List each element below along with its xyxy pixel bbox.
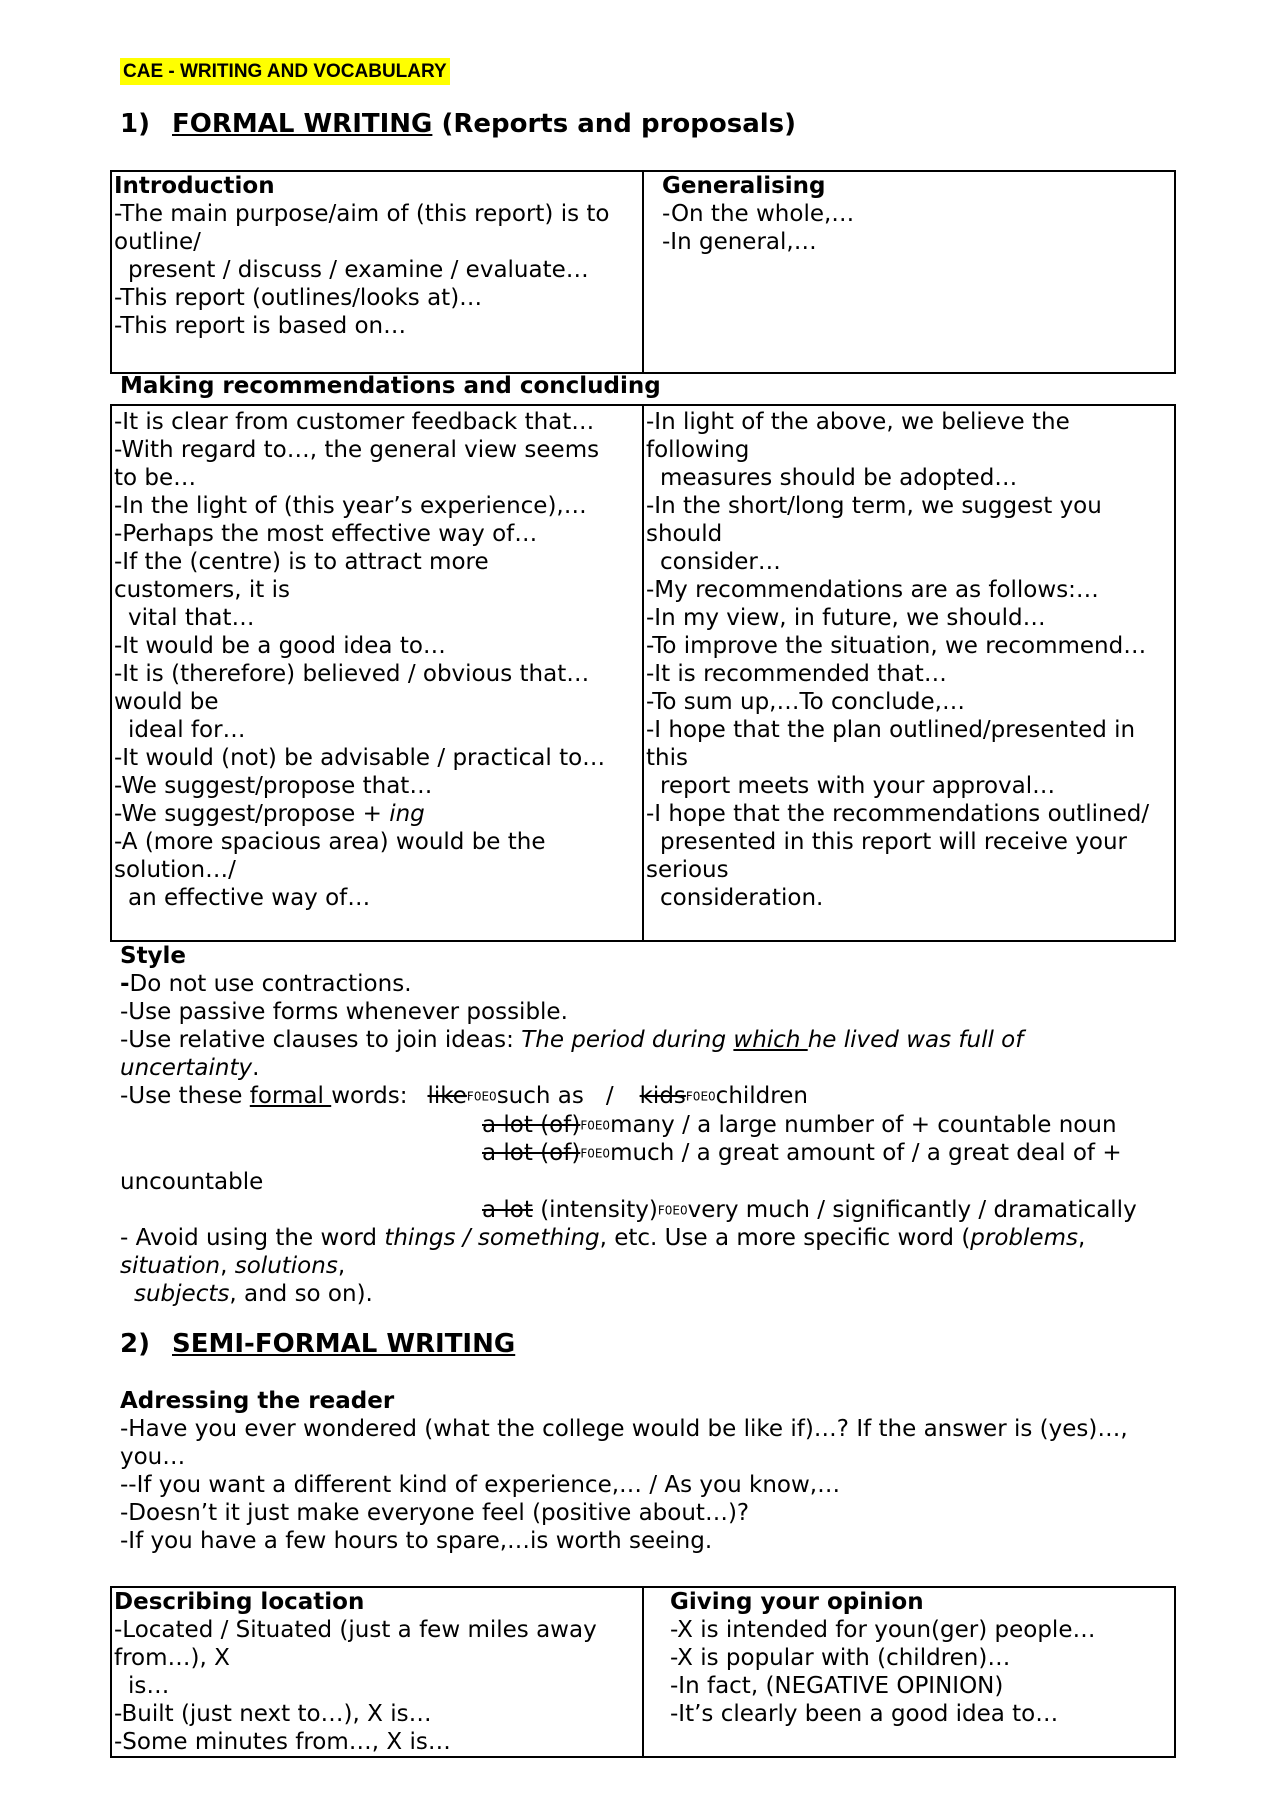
location-cell <box>111 1587 643 1757</box>
style-line <box>120 970 1180 998</box>
opinion-line: -In fact, (NEGATIVE OPINION) <box>670 1673 1004 1699</box>
style-text: . <box>252 1055 260 1081</box>
style-example: solutions <box>234 1253 338 1279</box>
formal-words-line <box>120 1139 1180 1168</box>
addressing-line: you… <box>120 1444 186 1470</box>
style-text: , <box>220 1253 235 1279</box>
style-example: uncertainty <box>120 1055 253 1081</box>
avoid-line <box>120 1280 1180 1308</box>
recommend-ing-prefix: -We suggest/propose + <box>114 801 390 827</box>
recommend-line: -To improve the situation, we recommend… <box>646 633 1147 659</box>
struck-word: a lot (of) <box>482 1111 581 1138</box>
arrow-icon: F0E0 <box>685 1089 716 1104</box>
recommend-line: -To sum up,…To conclude,… <box>646 689 965 715</box>
addressing-heading: Adressing the reader <box>120 1388 395 1414</box>
recommend-line: solution…/ <box>114 857 236 883</box>
recommend-line: measures should be adopted… <box>660 465 1018 491</box>
intro-heading: Introduction <box>114 173 275 199</box>
style-text: , and so on). <box>229 1281 373 1307</box>
document-title: CAE - WRITING AND VOCABULARY <box>120 58 450 85</box>
replacement-word: very much / significantly / dramatically <box>687 1196 1137 1223</box>
generalising-line: -In general,… <box>662 229 817 255</box>
section2-number: 2) <box>120 1329 150 1359</box>
avoid-line <box>120 1252 1180 1280</box>
section2-heading <box>120 1328 515 1360</box>
style-text: - Avoid using the word <box>120 1225 385 1251</box>
struck-word: like <box>427 1083 467 1109</box>
intro-cell <box>111 171 643 373</box>
struck-word: a lot (of) <box>482 1140 581 1166</box>
recommend-line: -We suggest/propose that… <box>114 773 433 799</box>
style-text: -Use relative clauses to join ideas: <box>120 1027 522 1053</box>
recommend-line: report meets with your approval… <box>660 773 1056 799</box>
recommend-line: vital that… <box>128 605 255 631</box>
struck-word: a lot <box>482 1196 533 1223</box>
style-example: he lived was full of <box>807 1027 1024 1053</box>
location-line: -Built (just next to…), X is… <box>114 1701 432 1727</box>
recommend-ing-word: ing <box>389 801 425 827</box>
style-dash: - <box>120 971 130 997</box>
opinion-line: -X is intended for youn(ger) people… <box>670 1617 1096 1643</box>
replacement-word: much / a great amount of / a great deal of + <box>610 1140 1122 1166</box>
location-line: -Located / Situated (just a few miles away <box>114 1617 597 1643</box>
recommend-line: -My recommendations are as follows:… <box>646 577 1099 603</box>
recommend-line: ideal for… <box>128 717 246 743</box>
recommend-line: consider… <box>660 549 781 575</box>
generalising-heading: Generalising <box>662 173 826 199</box>
intro-line: -This report is based on… <box>114 313 407 339</box>
section2-title: SEMI-FORMAL WRITING <box>172 1329 516 1359</box>
section1-heading <box>120 108 796 140</box>
recommend-right-cell <box>643 405 1175 941</box>
style-line <box>120 1026 1180 1054</box>
style-example: which <box>733 1027 808 1053</box>
addressing-line: -If you have a few hours to spare,…is worth seeing. <box>120 1528 713 1554</box>
location-line: is… <box>128 1673 170 1699</box>
opinion-cell <box>643 1587 1175 1757</box>
recommend-line: -It would be a good idea to… <box>114 633 446 659</box>
addressing-block <box>120 1387 1180 1555</box>
replacement-word: many / a large number of + countable noun <box>610 1111 1117 1138</box>
recommend-line: -It is (therefore) believed / obvious that… <box>114 661 590 687</box>
recommend-line: would be <box>114 689 219 715</box>
recommend-table <box>110 404 1176 942</box>
intro-line: outline/ <box>114 229 201 255</box>
arrow-icon: F0E0 <box>466 1089 497 1104</box>
style-text: Do not use contractions. <box>129 971 412 997</box>
opinion-heading: Giving your opinion <box>670 1589 924 1615</box>
recommend-line: -It would (not) be advisable / practical to… <box>114 745 606 771</box>
formal-words-line: uncountable <box>120 1168 264 1195</box>
style-block <box>120 942 1180 1308</box>
recommend-line: -If the (centre) is to attract more <box>114 549 489 575</box>
recommend-left-cell <box>111 405 643 941</box>
style-heading: Style <box>120 943 187 969</box>
formal-words-line <box>120 1196 1180 1225</box>
addressing-line: --If you want a different kind of experience,… / As you know,… <box>120 1472 841 1498</box>
style-text: , <box>337 1253 346 1279</box>
location-heading: Describing location <box>114 1589 365 1615</box>
style-example: problems <box>970 1225 1078 1251</box>
generalising-cell <box>643 171 1175 373</box>
recommend-line: customers, it is <box>114 577 291 603</box>
intro-table <box>110 170 1176 374</box>
location-line: from…), X <box>114 1645 230 1671</box>
recommend-line <box>114 800 640 828</box>
location-table <box>110 1586 1176 1758</box>
addressing-line: -Doesn’t it just make everyone feel (positive about…)? <box>120 1500 750 1526</box>
recommend-line: serious <box>646 857 729 883</box>
recommend-line: to be… <box>114 465 197 491</box>
style-example: subjects <box>134 1281 230 1307</box>
struck-word: kids <box>639 1083 686 1109</box>
arrow-icon: F0E0 <box>580 1118 611 1132</box>
recommend-line: -In light of the above, we believe the <box>646 409 1070 435</box>
recommend-line: following <box>646 437 750 463</box>
intro-line: -This report (outlines/looks at)… <box>114 285 483 311</box>
style-text: , etc. Use a more specific word ( <box>599 1225 971 1251</box>
style-line <box>120 1054 1180 1082</box>
recommend-line: this <box>646 745 688 771</box>
style-example: things / something <box>384 1225 600 1251</box>
replacement-word: such as <box>496 1083 584 1109</box>
style-text: (intensity) <box>532 1196 658 1223</box>
recommend-line: -I hope that the recommendations outlined/ <box>646 801 1150 827</box>
style-text: words: <box>331 1083 408 1109</box>
recommend-line: an effective way of… <box>128 885 371 911</box>
style-text: -Use these <box>120 1083 250 1109</box>
recommend-line: -A (more spacious area) would be the <box>114 829 546 855</box>
location-line: -Some minutes from…, X is… <box>114 1729 451 1755</box>
recommend-line: -In the light of (this year’s experience),… <box>114 493 587 519</box>
section1-number: 1) <box>120 109 150 139</box>
intro-line: present / discuss / examine / evaluate… <box>128 257 589 283</box>
intro-line: -The main purpose/aim of (this report) is to <box>114 201 610 227</box>
style-text: , <box>1077 1225 1086 1251</box>
recommend-line: should <box>646 521 723 547</box>
generalising-line: -On the whole,… <box>662 201 855 227</box>
recommend-line: -It is clear from customer feedback that… <box>114 409 595 435</box>
recommend-heading: Making recommendations and concluding <box>120 373 661 399</box>
formal-word: formal <box>249 1083 332 1109</box>
recommend-line: presented in this report will receive your <box>660 829 1127 855</box>
recommend-line: -I hope that the plan outlined/presented in <box>646 717 1136 743</box>
recommend-line: -In my view, in future, we should… <box>646 605 1046 631</box>
replacement-word: children <box>715 1083 808 1109</box>
style-example: The period during <box>521 1027 734 1053</box>
arrow-icon: F0E0 <box>580 1146 611 1161</box>
addressing-line: -Have you ever wondered (what the college would be like if)…? If the answer is (yes)…, <box>120 1416 1128 1442</box>
formal-words-line <box>120 1111 1180 1140</box>
recommend-line: consideration. <box>660 885 824 911</box>
opinion-line: -It’s clearly been a good idea to… <box>670 1701 1059 1727</box>
recommend-line: -With regard to…, the general view seems <box>114 437 600 463</box>
recommend-line: -Perhaps the most effective way of… <box>114 521 538 547</box>
style-line: -Use passive forms whenever possible. <box>120 999 568 1025</box>
style-example: situation <box>120 1253 221 1279</box>
recommend-line: -It is recommended that… <box>646 661 947 687</box>
section1-title: FORMAL WRITING <box>172 109 433 139</box>
opinion-line: -X is popular with (children)… <box>670 1645 1011 1671</box>
style-text: / <box>605 1083 614 1109</box>
arrow-icon: F0E0 <box>657 1203 688 1217</box>
recommend-line: -In the short/long term, we suggest you <box>646 493 1102 519</box>
section1-subtitle: (Reports and proposals) <box>441 109 797 139</box>
avoid-line <box>120 1224 1180 1252</box>
formal-words-line <box>120 1082 1180 1111</box>
